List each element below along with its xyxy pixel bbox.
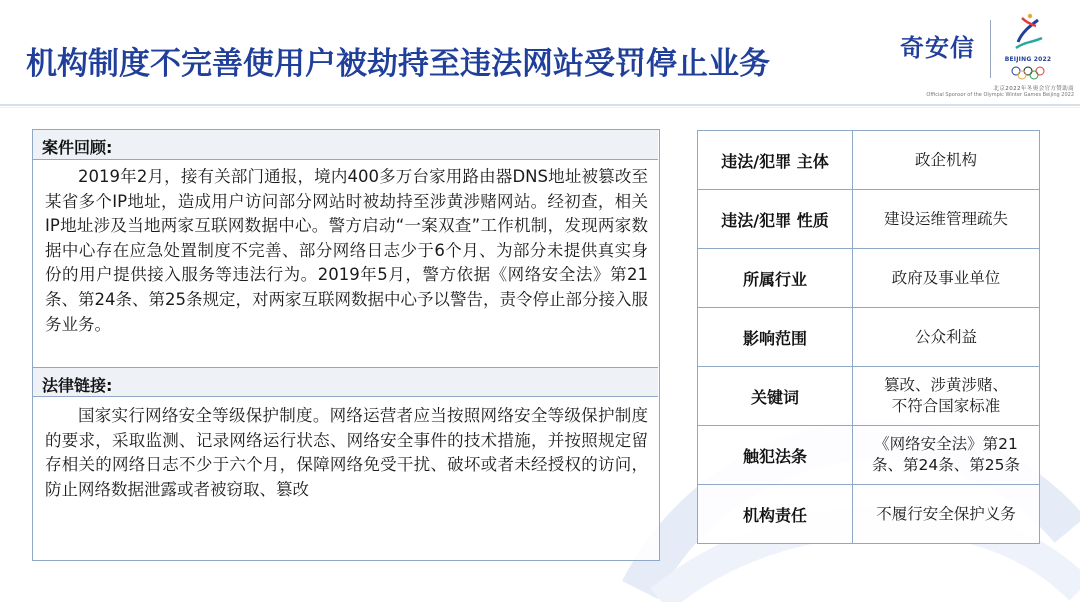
header-divider-shadow <box>0 107 1080 108</box>
row-value: 公众利益 <box>853 308 1040 367</box>
row-value-line: 条、第24条、第25条 <box>872 456 1020 474</box>
sponsor-text-en: Official Sponsor of the Olympic Winter Games Beijing 2022 <box>926 92 1074 98</box>
beijing-2022-emblem <box>1000 12 1056 86</box>
row-label: 违法/犯罪 性质 <box>698 190 853 249</box>
row-label: 机构责任 <box>698 485 853 544</box>
row-label: 触犯法条 <box>698 426 853 485</box>
page-title: 机构制度不完善使用户被劫持至违法网站受罚停止业务 <box>26 46 770 82</box>
emblem-figure-icon <box>1000 12 1056 56</box>
qianxin-logo: 奇安信 <box>900 33 975 62</box>
olympic-rings-icon <box>1000 66 1056 80</box>
row-label: 关键词 <box>698 367 853 426</box>
case-review-heading: 案件回顾: <box>33 130 658 160</box>
row-value: 政企机构 <box>853 131 1040 190</box>
emblem-city-text: BEIJING 2022 <box>1004 56 1052 63</box>
row-value <box>853 426 1040 485</box>
table-row <box>698 367 1040 426</box>
row-value: 政府及事业单位 <box>853 249 1040 308</box>
row-value-line: 《网络安全法》第21 <box>874 435 1018 453</box>
table-row <box>698 249 1040 308</box>
row-label: 违法/犯罪 主体 <box>698 131 853 190</box>
table-row <box>698 308 1040 367</box>
header-divider <box>0 104 1080 106</box>
row-value: 建设运维管理疏失 <box>853 190 1040 249</box>
table-row <box>698 485 1040 544</box>
row-value <box>853 367 1040 426</box>
case-review-text: 2019年2月，接有关部门通报，境内400多万台家用路由器DNS地址被篡改至某省多个IP地址，造成用户访问部分网站时被劫持至涉黄涉赌网站。经初查，相关IP地址涉及当地两家互联网数据中心。警方启动“一案双查”工作机制，发现两家数据中心存在应急处置制度不完善、部分网络日志少于6个月、为部分未提供真实身份的用户提供接入服务等违法行为。2019年5月，警方依据《网络安全法》第21条、第24条、第25条规定，对两家互联网数据中心予以警告，责令停止部分接入服务业务。 <box>45 167 648 334</box>
row-label: 影响范围 <box>698 308 853 367</box>
row-value-line: 不符合国家标准 <box>891 397 1001 415</box>
table-row <box>698 131 1040 190</box>
case-panel <box>32 129 660 561</box>
logo-divider <box>990 20 991 78</box>
law-link-heading: 法律链接: <box>33 367 658 397</box>
row-value-line: 篡改、涉黄涉赌、 <box>883 376 1008 394</box>
row-value: 不履行安全保护义务 <box>853 485 1040 544</box>
table-row <box>698 190 1040 249</box>
row-label: 所属行业 <box>698 249 853 308</box>
case-info-table <box>697 130 1040 544</box>
law-link-text: 国家实行网络安全等级保护制度。网络运营者应当按照网络安全等级保护制度的要求，采取监测、记录网络运行状态、网络安全事件的技术措施，并按照规定留存相关的网络日志不少于六个月，保障网络免受干扰、破坏或者未经授权的访问，防止网络数据泄露或者被窃取、篡改 <box>45 406 648 499</box>
sponsor-text-cn: 北京2022年冬奥会官方赞助商 <box>993 86 1074 92</box>
table-row <box>698 426 1040 485</box>
